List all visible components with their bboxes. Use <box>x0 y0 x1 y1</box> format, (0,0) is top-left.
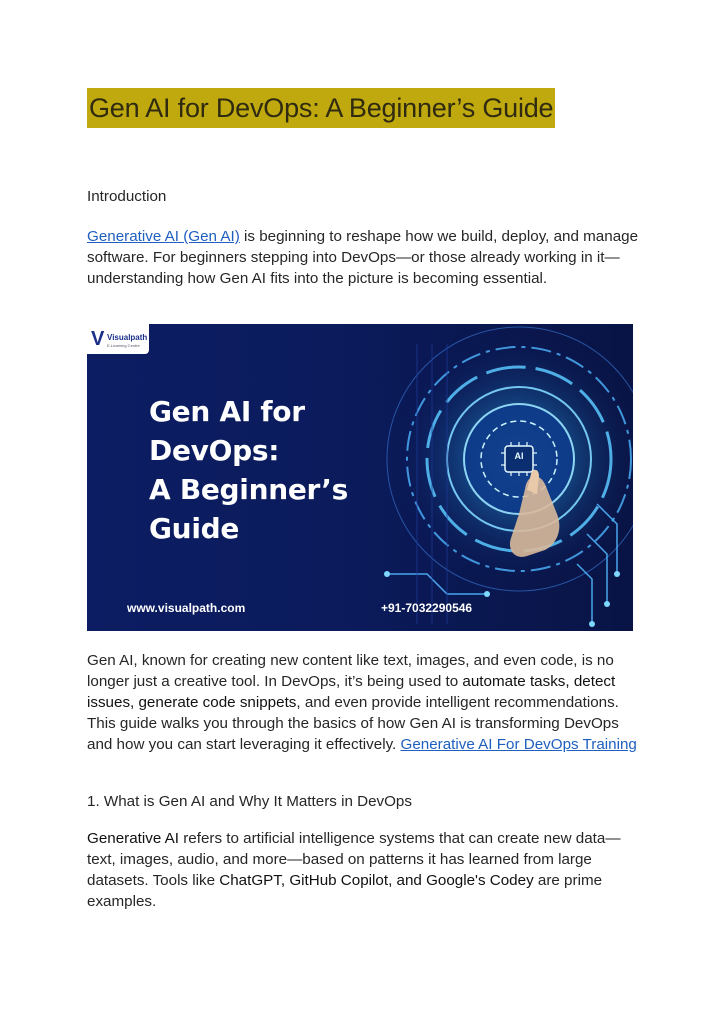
training-link[interactable]: Generative AI For DevOps Training <box>400 736 637 753</box>
para2-text-1: Gen AI, known for creating new content like text, images, and even code, is no longer just a creative tool. In DevOps, it’s being used to <box>87 652 614 690</box>
intro-paragraph <box>87 226 647 289</box>
paragraph-what-is-gen-ai <box>87 828 647 912</box>
gen-ai-link[interactable]: Generative AI (Gen AI) <box>87 228 240 245</box>
banner-image <box>87 324 633 631</box>
para3-bold-1: Generative AI <box>87 830 180 847</box>
logo-text: Visualpath <box>107 333 148 342</box>
para3-bold-2: ChatGPT, GitHub Copilot, and Google's Codey <box>219 872 534 889</box>
banner-headline-line: Guide <box>149 512 240 545</box>
para3-text-2: are prime examples. <box>87 872 603 910</box>
banner-headline-line: A Beginner’s <box>149 473 348 506</box>
title-block <box>87 88 555 128</box>
paragraph-gen-ai-overview <box>87 650 647 755</box>
ai-chip-label: AI <box>514 451 524 461</box>
banner-phone: +91-7032290546 <box>381 601 473 615</box>
banner-website: www.visualpath.com <box>127 601 246 615</box>
para3-text-1: refers to artificial intelligence systems that can create new data—text, images, audio, and more—based on patterns it has learned from large datasets. Tools like <box>87 830 621 889</box>
section-heading-1: 1. What is Gen AI and Why It Matters in DevOps <box>87 793 412 810</box>
logo-subtext: E-Learning Centre <box>107 343 140 348</box>
para2-text-2: , and even provide intelligent recommendations. This guide walks you through the basics of how Gen AI is transforming DevOps and how you can start leveraging it effectively. <box>87 694 619 753</box>
banner-headline <box>149 392 389 548</box>
logo-initial: V <box>91 328 105 350</box>
intro-text: is beginning to reshape how we build, deploy, and manage software. For beginners stepping into DevOps—or those already working in it—understanding how Gen AI fits into the picture is becoming essential. <box>87 228 639 287</box>
para2-bold: automate tasks, detect issues, generate code snippets <box>87 673 616 711</box>
intro-heading: Introduction <box>87 188 167 205</box>
banner-headline-line: DevOps: <box>149 434 280 467</box>
banner-headline-line: Gen AI for <box>149 395 305 428</box>
page-title: Gen AI for DevOps: A Beginner’s Guide <box>87 88 555 128</box>
visualpath-logo <box>87 324 149 354</box>
